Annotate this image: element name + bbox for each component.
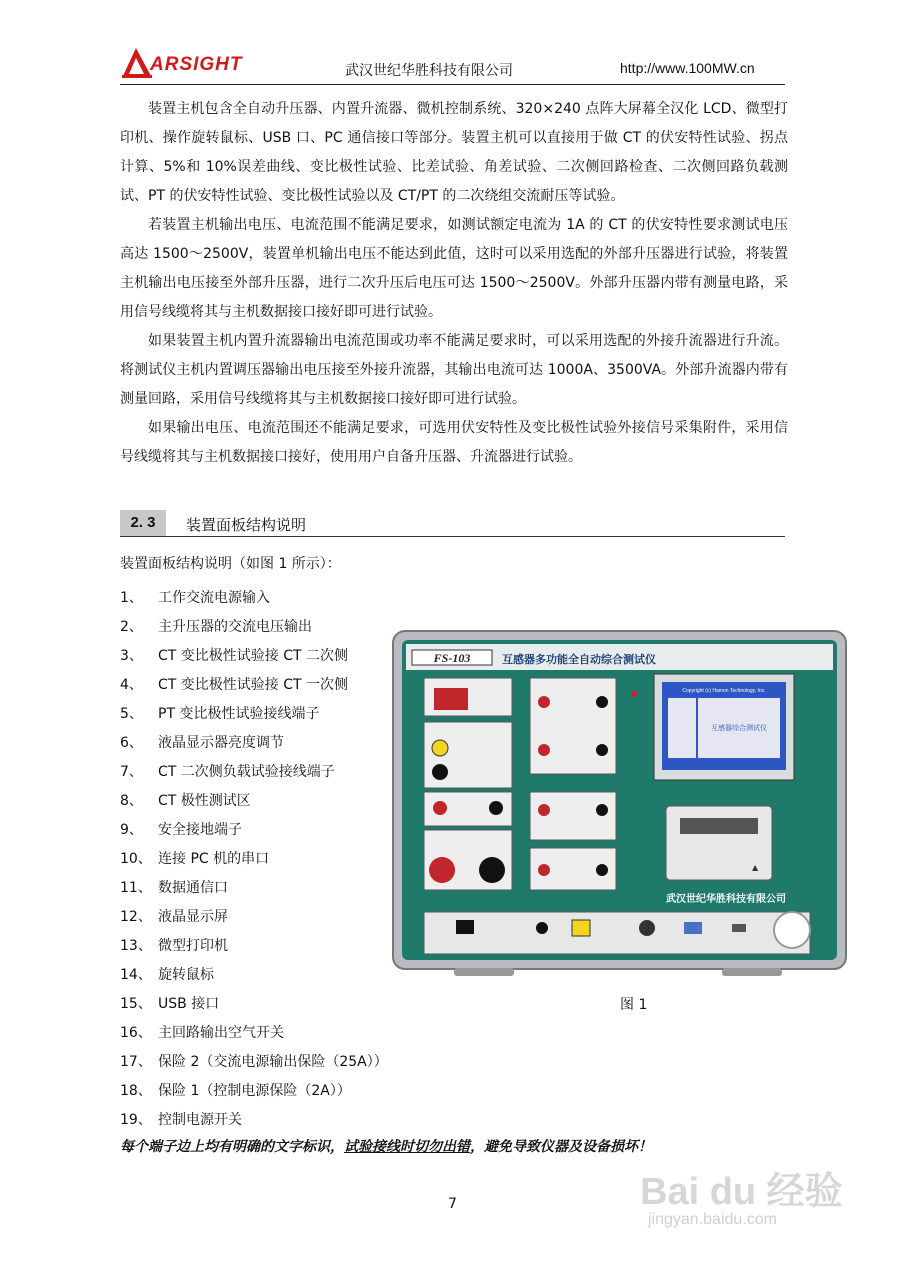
company-url: http://www.100MW.cn [620,60,755,76]
company-name: 武汉世纪华胜科技有限公司 [345,63,513,79]
power-switch-icon [572,920,590,936]
item-text: 保险 1（控制电源保险（2A）） [158,1083,351,1099]
list-item [120,671,388,700]
item-text: CT 变比极性试验接 CT 二次侧 [158,648,349,664]
section-heading [120,510,785,537]
figure-caption: 图 1 [620,997,648,1013]
screen-copyright: Copyright (c) Hamon Technology, Inc. [682,688,766,694]
list-item [120,642,388,671]
item-number: 1、 [120,590,143,606]
item-text: 旋转鼠标 [158,967,214,983]
usb-port-icon [732,924,746,932]
item-number: 7、 [120,764,143,780]
brightness-knob-icon [631,691,637,697]
item-number: 14、 [120,967,152,983]
item-text: 控制电源开关 [158,1112,242,1128]
warning-note [120,1136,652,1156]
item-number: 12、 [120,909,152,925]
list-item [120,700,388,729]
watermark [640,1160,843,1229]
item-text: 保险 2（交流电源输出保险（25A）） [158,1054,388,1070]
list-item [120,845,388,874]
paragraph: 若装置主机输出电压、电流范围不能满足要求，如测试额定电流为 1A 的 CT 的伏安特性要求测试电压高达 1500～2500V，装置单机输出电压不能达到此值，这时可以采用选配的外部升压器进行试验，将装置主机输出电压接至外部升压器，进行二次升压后电压可达 1500～2500V。外部升压器内带有测量电路，采用信号线缆将其与主机数据接口接好即可进行试验。 [120,217,788,320]
rotary-mouse-icon [774,912,810,948]
item-number: 6、 [120,735,143,751]
item-text: 液晶显示屏 [158,909,228,925]
eject-icon: ▲ [752,863,759,872]
list-item [120,1019,388,1048]
item-text: 微型打印机 [158,938,228,954]
serial-port-icon [639,920,655,936]
list-item [120,1077,388,1106]
list-item [120,758,388,787]
list-intro: 装置面板结构说明（如图 1 所示）： [120,556,341,572]
device-panel-figure [392,630,847,982]
terminal-black-icon [432,764,448,780]
item-number: 17、 [120,1054,152,1070]
item-text: 安全接地端子 [158,822,242,838]
panel-item-list [120,584,388,1135]
item-text: CT 极性测试区 [158,793,251,809]
list-item [120,1106,388,1135]
section-title: 装置面板结构说明 [186,516,307,534]
item-text: 主回路输出空气开关 [158,1025,284,1041]
item-text: CT 二次侧负载试验接线端子 [158,764,335,780]
section-number: 2. 3 [120,510,166,536]
item-text: 主升压器的交流电压输出 [158,619,312,635]
list-item [120,932,388,961]
item-number: 8、 [120,793,143,809]
page-number: 7 [448,1196,457,1212]
item-number: 9、 [120,822,143,838]
item-number: 16、 [120,1025,152,1041]
company-logo-icon [120,46,154,80]
body-text [120,95,788,472]
list-item [120,990,388,1019]
list-item [120,584,388,613]
list-item [120,874,388,903]
terminal-black-large-icon [479,857,505,883]
figure-title: 互感器多功能全自动综合测试仪 [502,653,656,666]
list-item [120,613,388,642]
item-number: 4、 [120,677,143,693]
watermark-brand: Bai du 经验 [640,1171,843,1213]
warning-part: 每个端子边上均有明确的文字标识， [120,1139,344,1155]
fuse-icon [536,922,548,934]
list-item [120,961,388,990]
item-number: 10、 [120,851,152,867]
item-number: 18、 [120,1083,152,1099]
page-header [120,44,785,85]
item-number: 13、 [120,938,152,954]
item-text: PT 变比极性试验接线端子 [158,706,320,722]
figure-maker: 武汉世纪华胜科技有限公司 [666,894,786,905]
list-item [120,787,388,816]
item-number: 5、 [120,706,143,722]
item-text: 连接 PC 机的串口 [158,851,270,867]
item-text: USB 接口 [158,996,220,1012]
warning-emphasis: 试验接线时切勿出错 [344,1139,470,1155]
item-number: 3、 [120,648,143,664]
paragraph: 装置主机包含全自动升压器、内置升流器、微机控制系统、320×240 点阵大屏幕全汉化 LCD、微型打印机、操作旋转鼠标、USB 口、PC 通信接口等部分。装置主机可以直接用于做 CT 的伏安特性试验、拐点计算、5%和 10%误差曲线、变比极性试验、比差试验、角差试验、二次侧回路检查、二次侧回路负载测试、PT 的伏安特性试验、变比极性试验以及 CT/PT 的二次绕组交流耐压等试验。 [120,101,788,204]
item-number: 19、 [120,1112,152,1128]
data-port-icon [684,922,702,934]
list-item [120,816,388,845]
warning-part: ，避免导致仪器及设备损坏！ [470,1139,652,1155]
list-item [120,903,388,932]
item-text: 工作交流电源输入 [158,590,270,606]
item-text: 液晶显示器亮度调节 [158,735,284,751]
terminal-yellow-icon [432,740,448,756]
item-number: 2、 [120,619,143,635]
item-text: CT 变比极性试验接 CT 一次侧 [158,677,349,693]
watermark-site: jingyan.baidu.com [648,1211,777,1228]
air-switch-icon [456,920,474,934]
item-number: 11、 [120,880,152,896]
list-item [120,1048,388,1077]
screen-title: 互感器综合测试仪 [711,724,767,732]
logo-text: ARSIGHT [150,54,243,75]
paragraph: 如果输出电压、电流范围还不能满足要求，可选用伏安特性及变比极性试验外接信号采集附件，采用信号线缆将其与主机数据接口接好，使用用户自备升压器、升流器进行试验。 [120,420,788,465]
terminal-red-large-icon [429,857,455,883]
list-item [120,729,388,758]
figure-model: FS-103 [433,651,471,665]
item-text: 数据通信口 [158,880,228,896]
paragraph: 如果装置主机内置升流器输出电流范围或功率不能满足要求时，可以采用选配的外接升流器进行升流。将测试仪主机内置调压器输出电压接至外接升流器，其输出电流可达 1000A、3500VA。外部升流器内带有测量回路，采用信号线缆将其与主机数据接口接好即可进行试验。 [120,333,788,407]
item-number: 15、 [120,996,152,1012]
